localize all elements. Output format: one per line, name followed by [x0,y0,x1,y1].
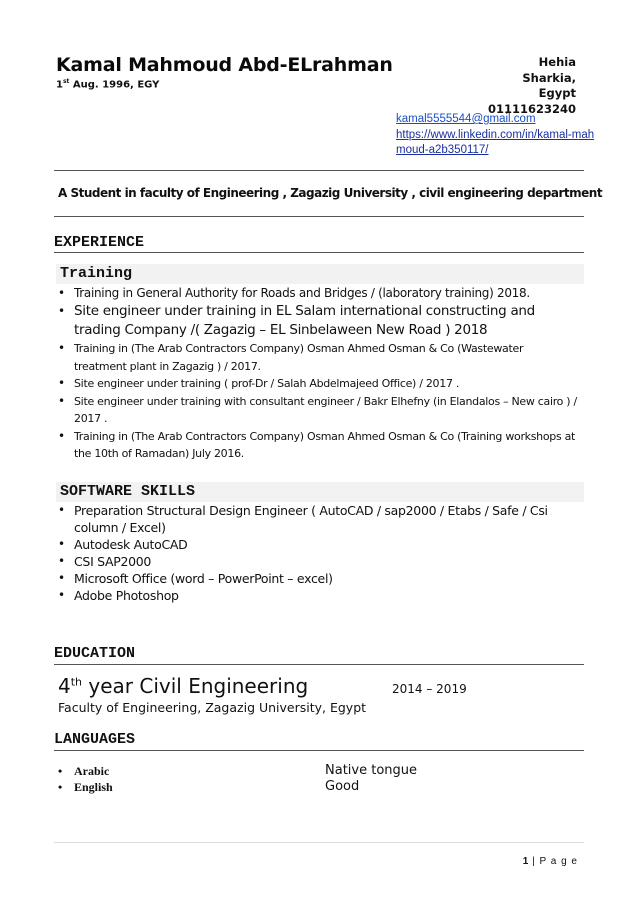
list-item: • Site engineer under training ( prof-Dr / Salah Abdelmajeed Office) / 2017 . [58,375,578,393]
divider [54,216,584,217]
date-of-birth: 1st Aug. 1996, EGY [56,78,160,91]
list-item: • CSI SAP2000 [58,553,578,570]
divider [54,750,584,751]
degree-title: 4th year Civil Engineering [58,674,309,698]
address-line: Egypt [538,86,576,100]
divider [54,252,584,253]
institution: Faculty of Engineering, Zagazig University, Egypt [58,700,367,715]
language-name: • Arabic [58,764,109,779]
divider [54,170,584,171]
languages-heading: LANGUAGES [54,731,136,748]
divider [54,664,584,665]
phone-number: 01111623240 [487,101,576,116]
language-name: • English [58,780,113,795]
address-line: Hehia [538,55,576,69]
objective-statement: A Student in faculty of Engineering , Zagazig University , civil engineering department [58,186,603,200]
list-item: • Training in (The Arab Contractors Company) Osman Ahmed Osman & Co (Wastewater treatment plant in Zagazig ) / 2017. [58,340,578,375]
page-footer: 1 | P a g e [522,856,578,867]
footer-divider [54,842,584,843]
experience-heading: EXPERIENCE [54,234,145,251]
list-item: • Autodesk AutoCAD [58,536,578,553]
email-link[interactable]: kamal5555544@gmail.com [396,113,536,125]
language-level: Good [325,779,360,794]
education-heading: EDUCATION [54,645,136,662]
list-item: • Site engineer under training with consultant engineer / Bakr Elhefny (in Elandalos – New cairo ) / 2017 . [58,393,578,428]
list-item: • Microsoft Office (word – PowerPoint – excel) [58,570,578,587]
list-item: • Preparation Structural Design Engineer ( AutoCAD / sap2000 / Etabs / Safe / Csi column / Excel) [58,502,578,536]
contact-address [488,55,576,117]
candidate-name: Kamal Mahmoud Abd-ELrahman [56,54,393,76]
training-list [58,285,578,463]
language-level: Native tongue [325,763,418,778]
linkedin-link[interactable]: https://www.linkedin.com/in/kamal-mahmoud-a2b350117/ [396,129,595,156]
address-line: Sharkia, [522,70,576,85]
education-years: 2014 – 2019 [392,682,467,696]
list-item: • Training in General Authority for Roads and Bridges / (laboratory training) 2018. [58,285,578,302]
list-item: • Adobe Photoshop [58,587,578,604]
software-skills-heading: SOFTWARE SKILLS [56,482,584,502]
software-skills-list [58,502,578,604]
list-item: • Training in (The Arab Contractors Company) Osman Ahmed Osman & Co (Training workshops at the 10th of Ramadan) July 2016. [58,428,578,463]
training-subheading: Training [56,264,584,284]
list-item: • Site engineer under training in EL Salam international constructing and trading Company /( Zagazig – EL Sinbelaween New Road ) 2018 [58,302,578,340]
